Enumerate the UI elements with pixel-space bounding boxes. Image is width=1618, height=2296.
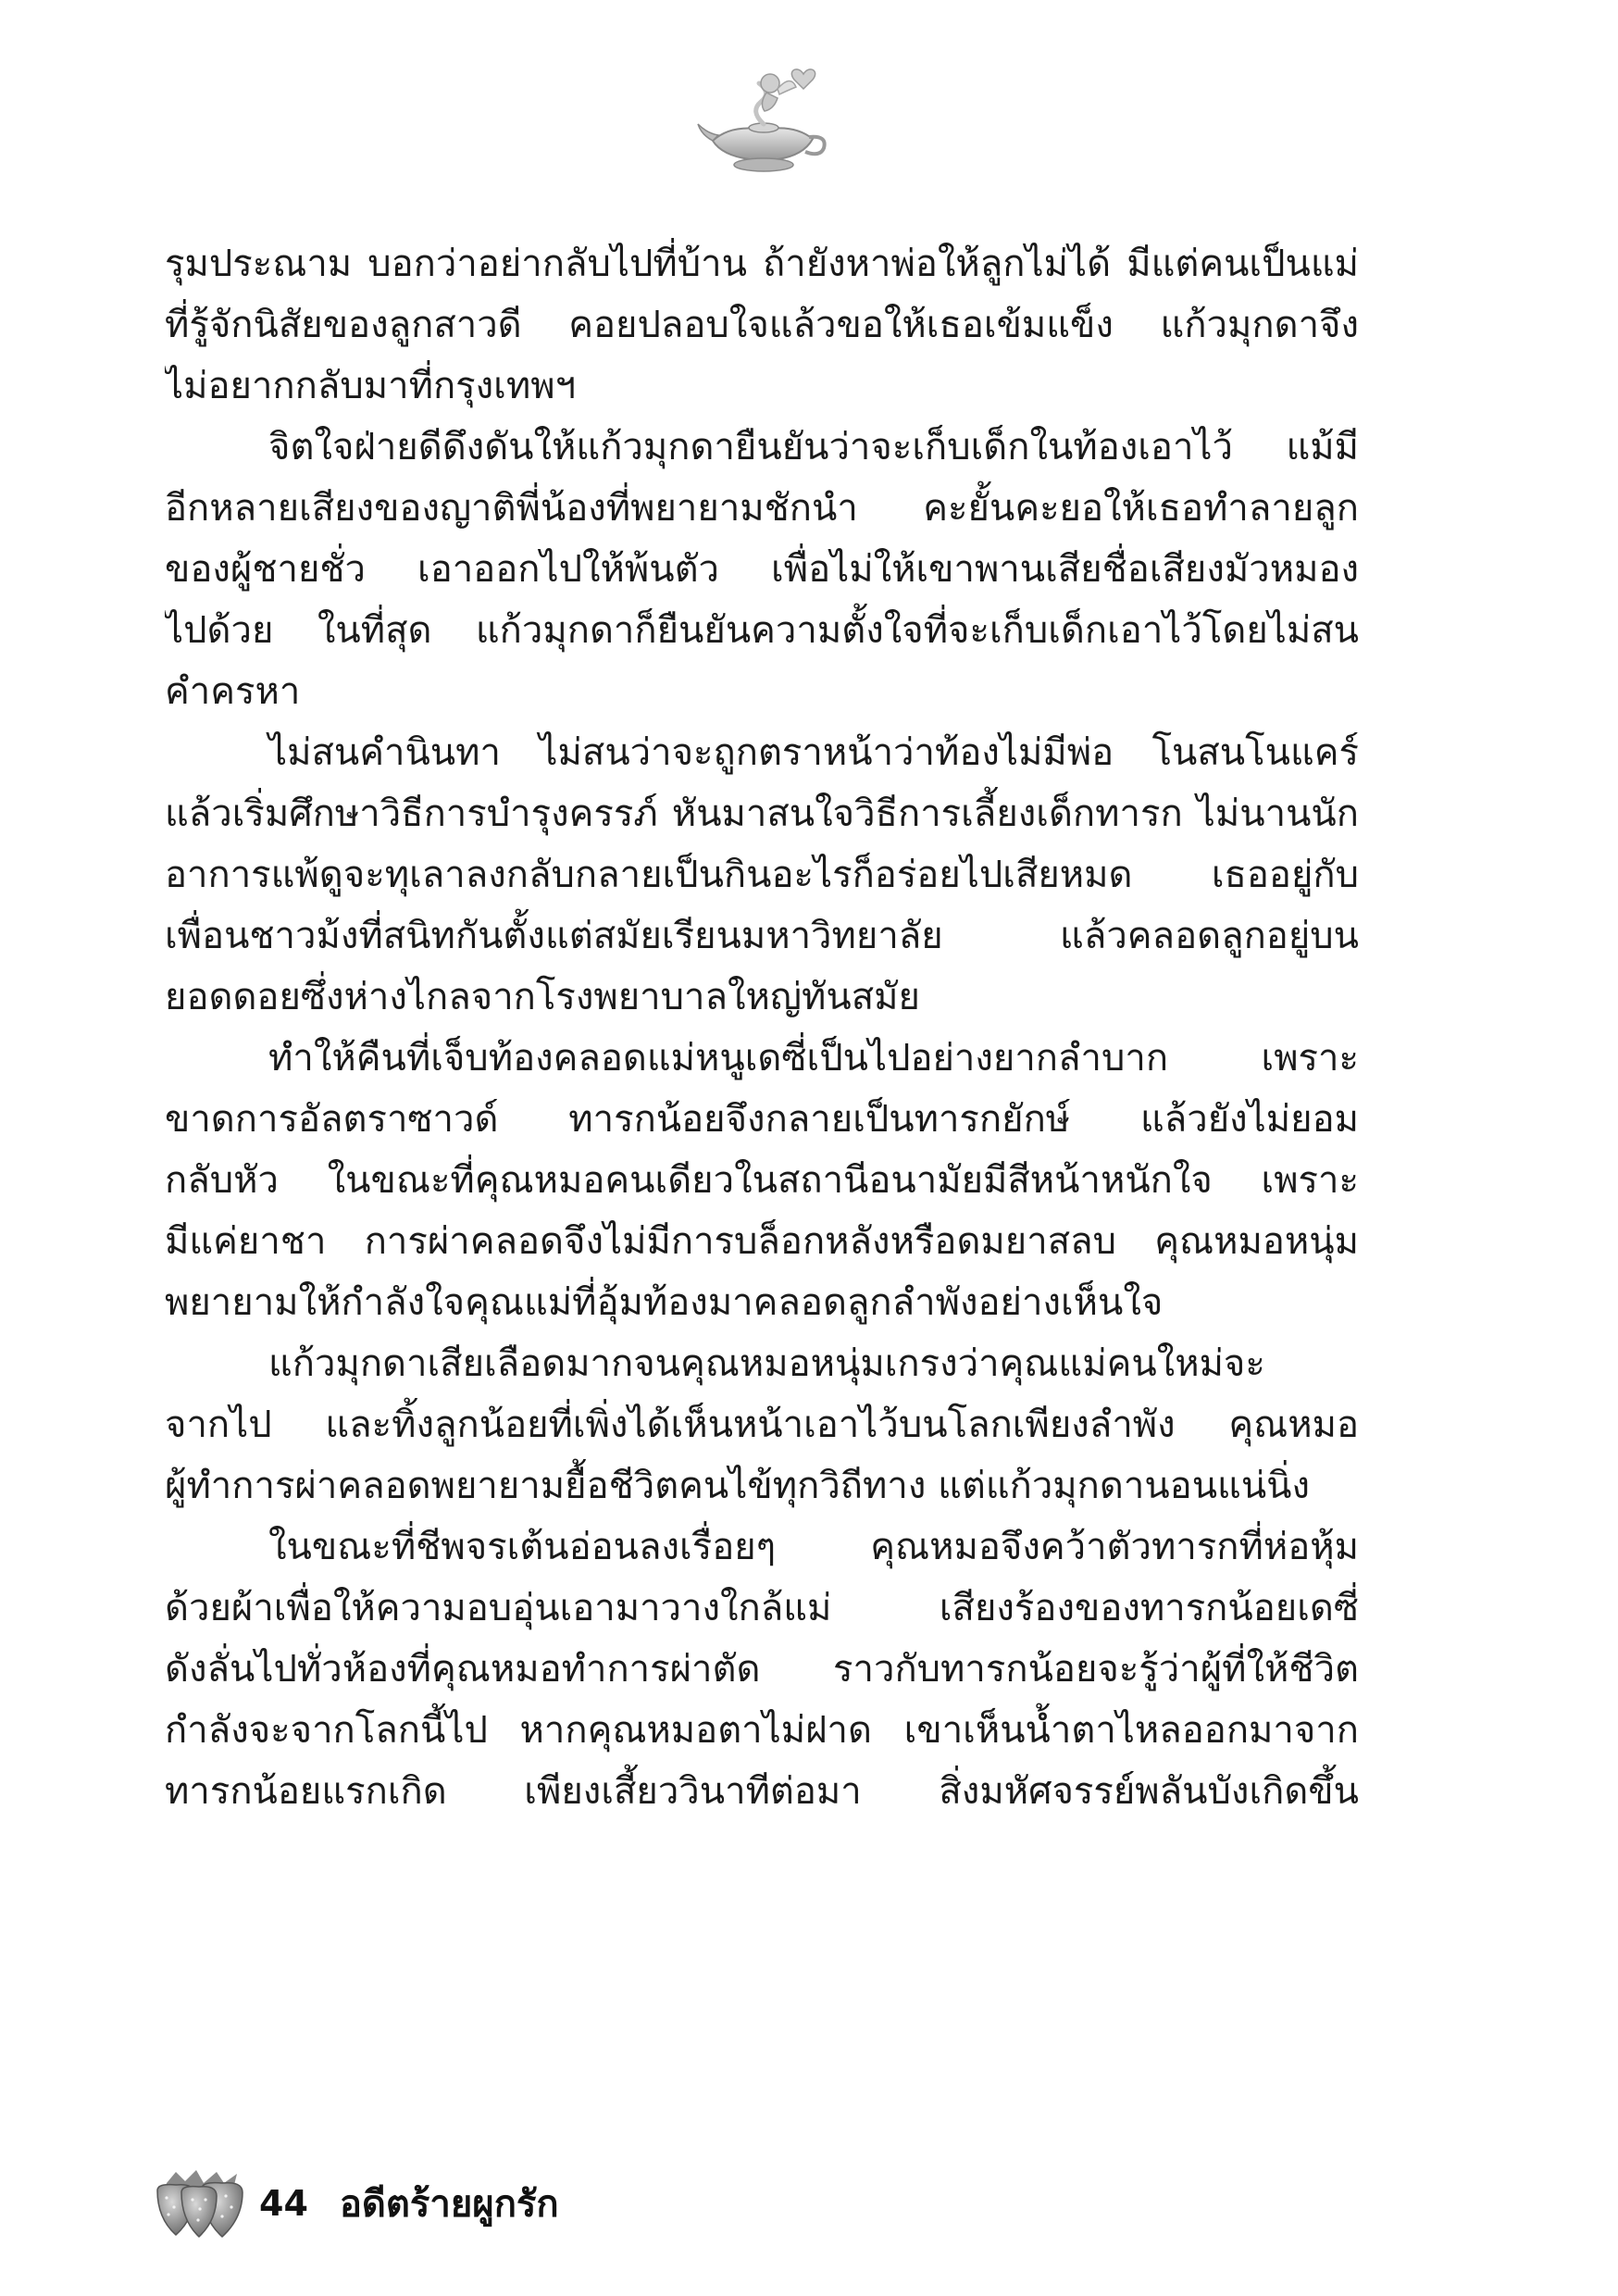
text-line: ด้วยผ้าเพื่อให้ความอบอุ่นเอามาวางใกล้แม่ เสียงร้องของทารกน้อยเดซี่ bbox=[165, 1587, 1359, 1629]
text-line: ของผู้ชายชั่ว เอาออกไปให้พ้นตัว เพื่อไม่ให้เขาพานเสียชื่อเสียงมัวหมอง bbox=[165, 548, 1359, 591]
text-line: แก้วมุกดาเสียเลือดมากจนคุณหมอหนุ่มเกรงว่าคุณแม่คนใหม่จะ bbox=[268, 1342, 1265, 1385]
text-line: ที่รู้จักนิสัยของลูกสาวดี คอยปลอบใจแล้วขอให้เธอเข้มแข็ง แก้วมุกดาจึง bbox=[165, 304, 1359, 346]
text-line: แล้วเริ่มศึกษาวิธีการบำรุงครรภ์ หันมาสนใจวิธีการเลี้ยงเด็กทารก ไม่นานนัก bbox=[165, 792, 1359, 835]
text-line: ขาดการอัลตราซาวด์ ทารกน้อยจึงกลายเป็นทารกยักษ์ แล้วยังไม่ยอม bbox=[165, 1098, 1359, 1141]
text-line: ดังลั่นไปทั่วห้องที่คุณหมอทำการผ่าตัด ราวกับทารกน้อยจะรู้ว่าผู้ที่ให้ชีวิต bbox=[165, 1648, 1359, 1691]
text-line: ทำให้คืนที่เจ็บท้องคลอดแม่หนูเดซี่เป็นไปอย่างยากลำบาก เพราะ bbox=[268, 1037, 1359, 1079]
text-line: ในขณะที่ชีพจรเต้นอ่อนลงเรื่อยๆ คุณหมอจึงคว้าตัวทารกที่ห่อหุ้ม bbox=[268, 1526, 1359, 1568]
text-line: ไม่อยากกลับมาที่กรุงเทพฯ bbox=[165, 365, 577, 407]
text-line: กำลังจะจากโลกนี้ไป หากคุณหมอตาไม่ฝาด เขาเห็นน้ำตาไหลออกมาจาก bbox=[165, 1709, 1359, 1752]
text-line: จิตใจฝ่ายดีดึงดันให้แก้วมุกดายืนยันว่าจะเก็บเด็กในท้องเอาไว้ แม้มี bbox=[268, 426, 1359, 468]
text-line: ผู้ทำการผ่าคลอดพยายามยื้อชีวิตคนไข้ทุกวิถีทาง แต่แก้วมุกดานอนแน่นิ่ง bbox=[165, 1465, 1311, 1507]
text-line: คำครหา bbox=[165, 670, 301, 713]
strawberries-icon bbox=[148, 2166, 250, 2240]
page-footer bbox=[148, 2152, 559, 2254]
text-line: ทารกน้อยแรกเกิด เพียงเสี้ยววินาทีต่อมา สิ่งมหัศจรรย์พลันบังเกิดขึ้น bbox=[165, 1770, 1359, 1813]
text-line: จากไป และทิ้งลูกน้อยที่เพิ่งได้เห็นหน้าเอาไว้บนโลกเพียงลำพัง คุณหมอ bbox=[165, 1404, 1359, 1446]
page-number: 44 bbox=[259, 2183, 308, 2224]
magic-lamp-cupid-icon bbox=[694, 56, 833, 185]
text-line: มีแค่ยาชา การผ่าคลอดจึงไม่มีการบล็อกหลังหรือดมยาสลบ คุณหมอหนุ่ม bbox=[165, 1220, 1359, 1263]
text-line: เพื่อนชาวม้งที่สนิทกันตั้งแต่สมัยเรียนมหาวิทยาลัย แล้วคลอดลูกอยู่บน bbox=[165, 915, 1359, 957]
text-line: อาการแพ้ดูจะทุเลาลงกลับกลายเป็นกินอะไรก็อร่อยไปเสียหมด เธออยู่กับ bbox=[165, 854, 1359, 896]
text-line: อีกหลายเสียงของญาติพี่น้องที่พยายามชักนำ คะยั้นคะยอให้เธอทำลายลูก bbox=[165, 487, 1359, 530]
text-line: ยอดดอยซึ่งห่างไกลจากโรงพยาบาลใหญ่ทันสมัย bbox=[165, 976, 920, 1018]
text-line: ไปด้วย ในที่สุด แก้วมุกดาก็ยืนยันความตั้งใจที่จะเก็บเด็กเอาไว้โดยไม่สน bbox=[165, 609, 1359, 652]
text-line: กลับหัว ในขณะที่คุณหมอคนเดียวในสถานีอนามัยมีสีหน้าหนักใจ เพราะ bbox=[165, 1159, 1359, 1202]
text-line: พยายามให้กำลังใจคุณแม่ที่อุ้มท้องมาคลอดลูกลำพังอย่างเห็นใจ bbox=[165, 1281, 1164, 1324]
body-text bbox=[165, 233, 1359, 1822]
text-line: ไม่สนคำนินทา ไม่สนว่าจะถูกตราหน้าว่าท้องไม่มีพ่อ โนสนโนแคร์ bbox=[268, 731, 1359, 774]
book-title: อดีตร้ายผูกรัก bbox=[339, 2183, 559, 2226]
text-line: รุมประณาม บอกว่าอย่ากลับไปที่บ้าน ถ้ายังหาพ่อให้ลูกไม่ได้ มีแต่คนเป็นแม่ bbox=[165, 243, 1359, 285]
